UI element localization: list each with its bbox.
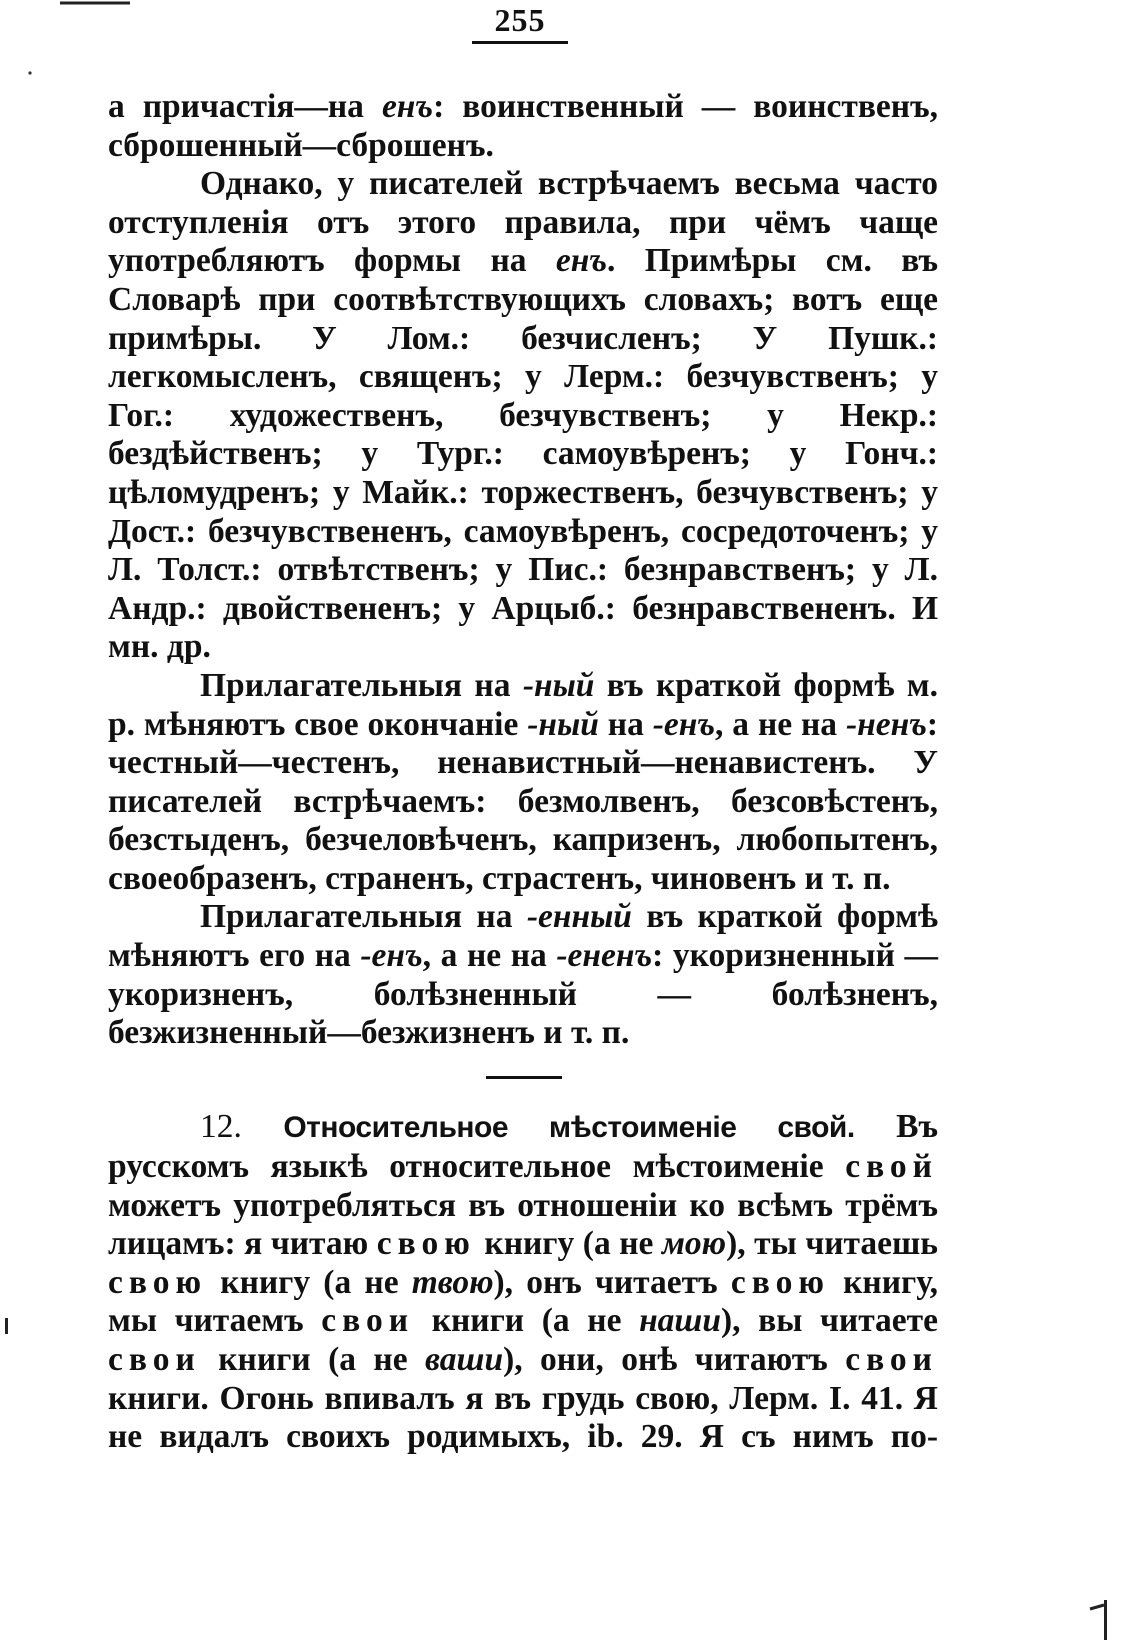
text-run: ), ты читаешь [726,1225,938,1263]
spaced-word: свои [108,1341,201,1378]
text-run: можетъ употребляться въ отношеніи ко всѣмъ трёмъ лицамъ: я читаю [108,1186,938,1263]
text-run: Однако, у писателей встрѣчаемъ весьма часто отступленія отъ этого правила, при чёмъ чаще употребляютъ формы на [108,165,938,280]
text-run: книгу (а не [475,1225,662,1263]
spaced-word: свою [730,1263,830,1301]
italic-suffix: енъ [381,88,434,125]
text-run: на [598,705,653,743]
text-run: ), они, онѣ читаютъ [503,1341,846,1378]
text-run: Прилагательныя на [200,898,527,936]
text-run: , а не на [422,937,557,975]
italic-suffix: -енный [526,898,632,936]
spaced-word: свои [845,1341,938,1378]
scan-speck [28,71,31,74]
section-title: Относительное мѣстоименіе свой. [283,1111,855,1145]
spaced-word: свои [321,1302,415,1340]
text-run: : честный—честенъ, ненавистный—ненавистенъ. У писателей встрѣчаемъ: безмолвенъ, безсовѣстенъ, безстыденъ, безчеловѣченъ, капризенъ, любопытенъ, своеобразенъ, страненъ, страстенъ, чиновенъ и т. п. [108,705,938,897]
italic-suffix: -ненъ [845,705,927,743]
text-run: въ краткой формѣ мѣняютъ его на [108,898,938,975]
italic-word: мою [661,1225,727,1263]
paragraph-adjectives-nyi [108,667,938,899]
spaced-word: свой [845,1148,938,1186]
text-run: книгу, мы читаемъ [108,1263,939,1340]
scan-mark-bottom-right [1090,1605,1104,1609]
italic-word: наши [639,1302,721,1340]
page-number: 255 [494,2,546,38]
scan-mark-bottom-right [1104,1600,1107,1640]
italic-suffix: -енъ [360,937,423,975]
italic-suffix: -ененъ [556,937,653,975]
section-12-reflexive-pronoun [108,1108,938,1456]
text-run: . Примѣры см. въ Словарѣ при соотвѣтствующихъ словахъ; вотъ еще примѣры. У Лом.: безчисленъ; У Пушк.: легкомысленъ, священъ; у Лерм.: безчувственъ; у Гог.: художественъ, безчувственъ; у Некр.: бездѣйственъ; у Тург.: самоувѣренъ; у Гонч.: цѣломудренъ; у Майк.: торжественъ, безчувственъ; у Дост.: безчувствененъ, самоувѣренъ, сосредоточенъ; у Л. Толст.: отвѣтственъ; у Пис.: безнравственъ; у Л. Андр.: двойствененъ; у Арцыб.: безнравствененъ. И мн. др. [108,242,938,666]
divider-bar [486,1076,562,1079]
section-divider [108,1053,938,1092]
paragraph-exceptions [108,165,938,667]
text-run: ), вы читаете [720,1302,939,1340]
paragraph-participles [108,88,938,165]
paragraph-adjectives-ennyi [108,898,938,1052]
spaced-word: свою [108,1263,208,1301]
spaced-word: свою [376,1225,476,1263]
italic-suffix: -ный [527,705,599,743]
text-run: а причастія—на [108,88,382,125]
italic-word: ваши [425,1341,504,1378]
italic-suffix: -ный [522,666,595,704]
text-run: книги (а не [200,1341,426,1378]
text-run: книгу (а не [207,1263,412,1301]
text-run: книги (а не [414,1302,640,1340]
text-run: книги. Огонь впивалъ я въ грудь свою, Лерм. I. 41. Я не видалъ своихъ родимыхъ, ib. 29. Я съ нимъ по- [108,1379,938,1456]
text-run: Въ русскомъ языкѣ относительное мѣстоименіе [108,1108,938,1186]
text-run: ), онъ читаетъ [493,1263,731,1301]
italic-suffix: енъ [555,242,607,280]
text-run: , а не на [715,705,846,743]
text-run: Прилагательныя на [200,666,523,704]
page-number-underline [472,41,568,44]
italic-suffix: -енъ [652,705,716,743]
text-run: : воинственный — воинственъ, сброшенный—сброшенъ. [108,88,938,164]
section-number: 12. [200,1108,242,1146]
text-run: : укоризненный — укоризненъ, болѣзненный — болѣзненъ, безжизненный—безжизненъ и т. п. [108,937,938,1052]
italic-word: твою [411,1263,494,1301]
scan-speck [5,1318,8,1334]
text-run: въ краткой формѣ м. р. мѣняютъ свое окончаніе [108,666,938,743]
page-body [108,88,938,1457]
section-gap [108,1091,938,1108]
